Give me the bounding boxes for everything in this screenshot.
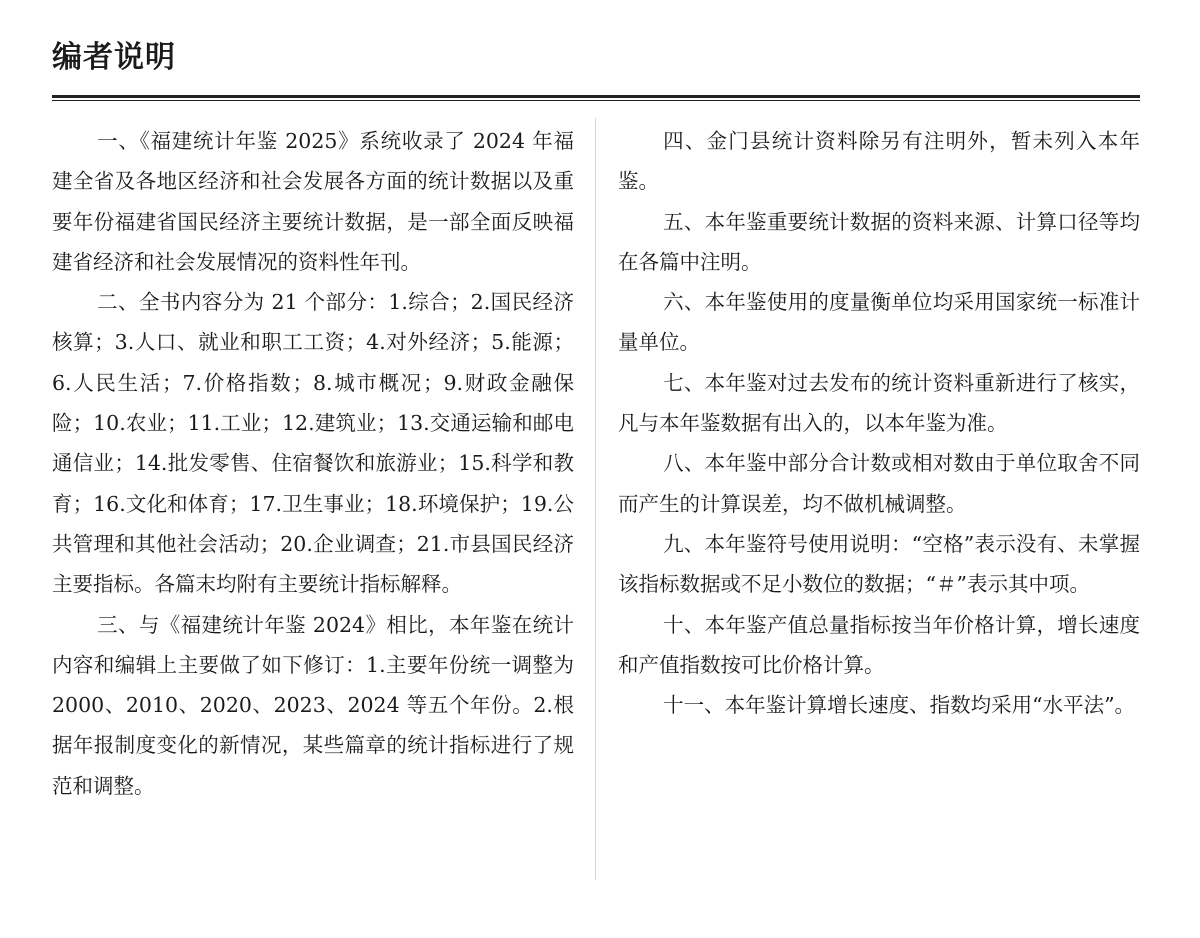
- note-paragraph-11: 十一、本年鉴计算增长速度、指数均采用“水平法”。: [663, 693, 1136, 718]
- note-paragraph-5: 五、本年鉴重要统计数据的资料来源、计算口径等均在各篇中注明。: [618, 209, 1140, 274]
- note-paragraph-7: 七、本年鉴对过去发布的统计资料重新进行了核实，凡与本年鉴数据有出入的，以本年鉴为准。: [618, 370, 1140, 436]
- right-column: [618, 121, 1140, 725]
- column-divider: [595, 118, 596, 880]
- note-paragraph-3: 三、与《福建统计年鉴 2024》相比，本年鉴在统计内容和编辑上主要做了如下修订：1.主要年份统一调整为 2000、2010、2020、2023、2024 等五个年份。2.根据年报制度变化的新情况，某些篇章的统计指标进行了规范和调整。: [52, 612, 574, 798]
- title-rule-thick: [52, 95, 1140, 98]
- title-rule-thin: [52, 100, 1140, 101]
- page-title: 编者说明: [52, 40, 176, 75]
- note-paragraph-2: 二、全书内容分为 21 个部分：1.综合；2.国民经济核算；3.人口、就业和职工工资；4.对外经济；5.能源；6.人民生活；7.价格指数；8.城市概况；9.财政金融保险；10.农业；11.工业；12.建筑业；13.交通运输和邮电通信业；14.批发零售、住宿餐饮和旅游业；15.科学和教育；16.文化和体育；17.卫生事业；18.环境保护；19.公共管理和其他社会活动；20.企业调查；21.市县国民经济主要指标。各篇末均附有主要统计指标解释。: [52, 290, 574, 597]
- note-paragraph-10: 十、本年鉴产值总量指标按当年价格计算，增长速度和产值指数按可比价格计算。: [618, 612, 1140, 677]
- note-paragraph-1: 一、《福建统计年鉴 2025》系统收录了 2024 年福建全省及各地区经济和社会发展各方面的统计数据以及重要年份福建省国民经济主要统计数据，是一部全面反映福建省经济和社会发展情况的资料性年刊。: [52, 129, 574, 274]
- note-paragraph-4: 四、金门县统计资料除另有注明外，暂未列入本年鉴。: [618, 129, 1140, 194]
- note-paragraph-9: 九、本年鉴符号使用说明：“空格”表示没有、未掌握该指标数据或不足小数位的数据；“＃”表示其中项。: [618, 531, 1140, 597]
- left-column: [52, 121, 574, 806]
- note-paragraph-6: 六、本年鉴使用的度量衡单位均采用国家统一标准计量单位。: [618, 290, 1140, 355]
- note-paragraph-8: 八、本年鉴中部分合计数或相对数由于单位取舍不同而产生的计算误差，均不做机械调整。: [618, 451, 1140, 516]
